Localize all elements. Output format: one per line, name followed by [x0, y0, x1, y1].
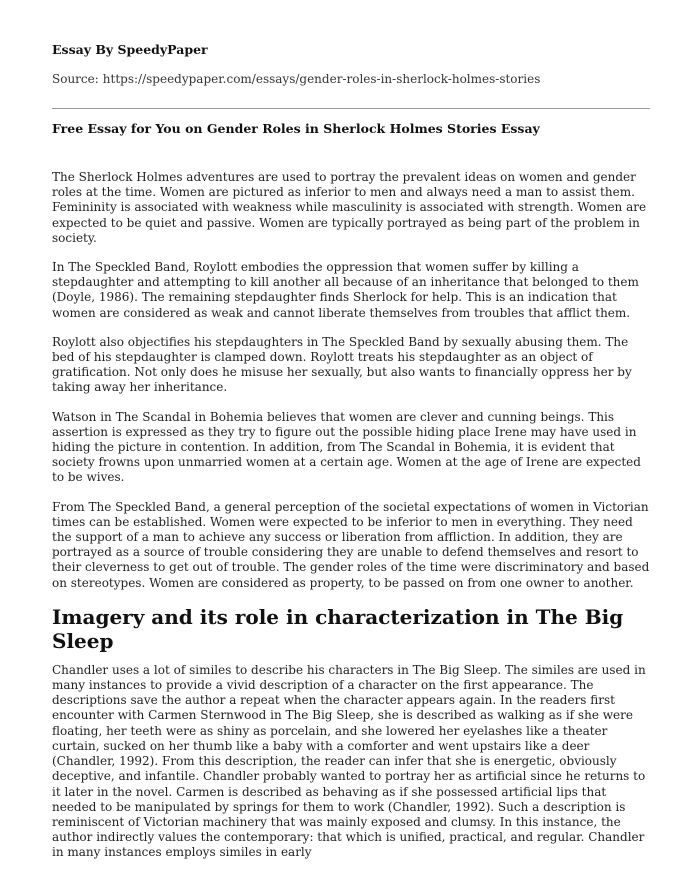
section-heading: Imagery and its role in characterization in The Big Sleep	[52, 604, 624, 653]
paragraph: Watson in The Scandal in Bohemia believes that women are clever and cunning beings. This assertion is expressed as they try to figure out the possible hiding place Irene may have used in hiding the picture in contention. In addition, from The Scandal in Bohemia, it is evident that society frowns upon unmarried women at a certain age. Women at the age of Irene are expected to be wives.	[52, 409, 641, 485]
paragraph: In The Speckled Band, Roylott embodies the oppression that women suffer by killing a stepdaughter and attempting to kill another all because of an inheritance that belonged to them (Doyle, 1986). The remaining stepdaughter finds Sherlock for help. This is an indication that women are considered as weak and cannot liberate themselves from troubles that afflict them.	[52, 260, 639, 320]
header-divider	[52, 108, 650, 109]
essay-title: Free Essay for You on Gender Roles in Sherlock Holmes Stories Essay	[52, 121, 540, 136]
paragraph: Roylott also objectifies his stepdaughters in The Speckled Band by sexually abusing them. The bed of his stepdaughter is clamped down. Roylott treats his stepdaughter as an object of gratification. Not only does he misuse her sexually, but also wants to financially oppress her by taking away her inheritance.	[52, 334, 632, 395]
essay-body	[52, 170, 650, 875]
source-url: https://speedypaper.com/essays/gender-roles-in-sherlock-holmes-stories	[102, 72, 541, 86]
paragraph: From The Speckled Band, a general perception of the societal expectations of women in Victorian times can be established. Women were expected to be inferior to men in everything. They need the support of a man to achieve any success or liberation from affliction. In addition, they are portrayed as a source of trouble considering they are unable to defend themselves and resort to their cleverness to get out of trouble. The gender roles of the time were discriminatory and based on stereotypes. Women are considered as property, to be passed on from one owner to another.	[52, 499, 650, 590]
paragraph: The Sherlock Holmes adventures are used to portray the prevalent ideas on women and gender roles at the time. Women are pictured as inferior to men and always need a man to assist them. Femininity is associated with weakness while masculinity is associated with strength. Women are expected to be quiet and passive. Women are typically portrayed as being part of the problem in society.	[52, 170, 647, 245]
source-line	[52, 72, 540, 86]
source-label: Source:	[52, 72, 99, 86]
document-page	[52, 0, 650, 860]
brand-title: Essay By SpeedyPaper	[52, 42, 208, 57]
paragraph: Chandler uses a lot of similes to describe his characters in The Big Sleep. The similes are used in many instances to provide a vivid description of a character on the first appearance. The descriptions save the author a repeat when the character appears again. In the readers first encounter with Carmen Sternwood in The Big Sleep, she is described as walking as if she were floating, her teeth were as shiny as porcelain, and she lowered her eyelashes like a theater curtain, sucked on her thumb like a baby with a comforter and went upstairs like a deer (Chandler, 1992). From this description, the reader can infer that she is energetic, obviously deceptive, and infantile. Chandler probably wanted to portray her as artificial since he returns to it later in the novel. Carmen is described as behaving as if she possessed artificial lips that needed to be manipulated by springs for them to work (Chandler, 1992). Such a description is reminiscent of Victorian machinery that was mainly exposed and clumsy. In this instance, the author indirectly values the contemporary: that which is unified, practical, and regular. Chandler in many instances employs similes in early	[52, 662, 646, 860]
